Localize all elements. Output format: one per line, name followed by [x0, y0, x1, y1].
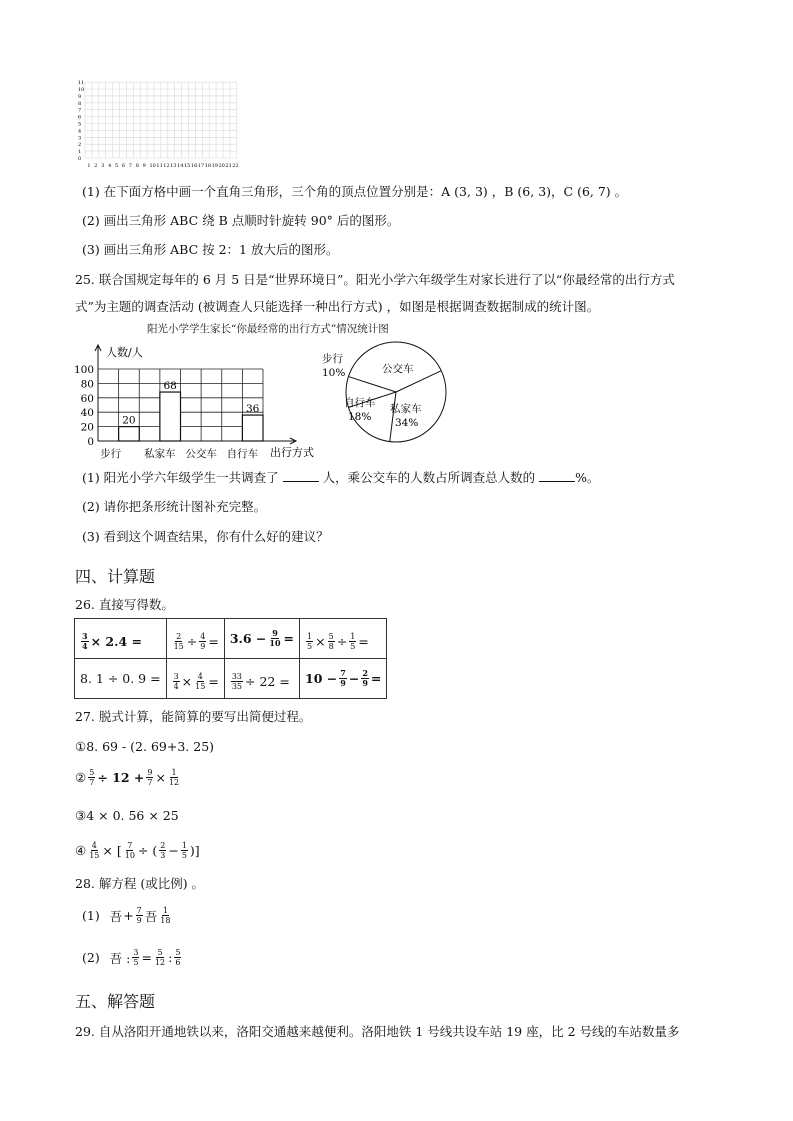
x-category-label: 私家车: [144, 448, 176, 460]
x-category-label: 自行车: [226, 448, 259, 460]
q28-eq1: (1) 吾 + $\frac{7}{9}$ 吾 $\frac{1}{18}$: [82, 906, 171, 925]
coordinate-grid: [70, 80, 250, 172]
pie-pct-car: 34%: [395, 417, 419, 429]
section-4-title: 四、计算题: [75, 567, 156, 586]
grid-x-tick-label: 2: [94, 163, 98, 169]
grid-x-tick-label: 9: [142, 163, 146, 169]
grid-y-tick-label: 10: [78, 87, 85, 93]
q24-step3: (3) 画出三角形 ABC 按 2：1 放大后的图形。: [82, 242, 339, 257]
q25-step1-a: (1) 阳光小学六年级学生一共调查了: [82, 470, 279, 485]
grid-x-tick-label: 19: [211, 163, 218, 169]
q24-step1: (1) 在下面方格中画一个直角三角形，三个角的顶点位置分别是：A (3, 3) ，B (6, 3)，C (6, 7) 。: [82, 184, 628, 199]
q25-step2: (2) 请你把条形统计图补充完整。: [82, 499, 267, 514]
q26-cell: $\frac{3}{4}$ × 2.4 =: [75, 619, 167, 659]
table-row: [75, 619, 387, 659]
grid-x-tick-label: 3: [101, 163, 105, 169]
q27-item1: ①8. 69 - (2. 69+3. 25): [75, 739, 215, 754]
grid-x-tick-label: 22: [232, 163, 239, 169]
grid-x-tick-label: 12: [163, 163, 170, 169]
grid-x-tick-label: 17: [197, 163, 205, 169]
bar-chart-ylabel: 人数/人: [106, 346, 143, 359]
grid-x-tick-label: 13: [170, 163, 177, 169]
y-tick-label: 60: [80, 392, 94, 405]
grid-y-tick-label: 11: [78, 80, 85, 87]
q28-eq2: (2) 吾 : $\frac{3}{5}$ = $\frac{5}{12}$ : $\frac{5}{6}$: [82, 948, 181, 967]
bar-value-label: 20: [122, 414, 136, 427]
q25-step1-b: 人，乘公交车的人数占所调查总人数的: [322, 470, 536, 485]
q29-text-line1: 29. 自从洛阳开通地铁以来，洛阳交通越来越便利。洛阳地铁 1 号线共设车站 19 座，比 2 号线的车站数量多: [75, 1024, 680, 1039]
pie-label-bus: 公交车: [382, 363, 414, 375]
q26-cell: 10 − $\frac{7}{9}$ − $\frac{2}{9}$ =: [300, 659, 387, 699]
grid-x-tick-label: 20: [218, 163, 225, 169]
grid-y-tick-label: 1: [78, 149, 82, 156]
y-tick-label: 20: [80, 421, 94, 434]
y-tick-label: 0: [87, 436, 94, 448]
bar: [160, 392, 181, 441]
bar-value-label: 36: [246, 403, 260, 416]
answer-blank-total[interactable]: [283, 469, 319, 482]
answer-blank-percent[interactable]: [539, 469, 575, 482]
q27-item2: ② $\frac{5}{7}$ ÷ 12 + $\frac{9}{7}$ × $\frac{1}{12}$: [75, 768, 180, 787]
q25-text-line1: 25. 联合国规定每年的 6 月 5 日是“世界环境日”。阳光小学六年级学生对家长进行了以“你最经常的出行方式: [75, 272, 675, 287]
grid-x-labels: [87, 163, 238, 169]
q26-cell: $\frac{3}{4}$ × $\frac{4}{15}$ =: [166, 659, 224, 699]
grid-x-tick-label: 11: [156, 163, 163, 169]
bar-chart-bars: [119, 380, 263, 441]
grid-y-tick-label: 5: [78, 121, 82, 128]
chart-title: 阳光小学学生家长“你最经常的出行方式”情况统计图: [147, 323, 389, 335]
grid-x-tick-label: 1: [87, 163, 91, 169]
bar-chart: [68, 338, 330, 464]
grid-y-tick-label: 4: [78, 128, 82, 135]
grid-x-tick-label: 16: [190, 163, 198, 169]
table-row: [75, 659, 387, 699]
grid-y-tick-label: 6: [78, 114, 82, 121]
q27-item4: ④ $\frac{4}{15}$ × [ $\frac{7}{10}$ ÷ ( $\frac{2}{3}$ − $\frac{1}{5}$ )]: [75, 841, 200, 860]
x-category-label: 公交车: [185, 448, 217, 460]
q26-cell: $\frac{1}{5}$ × $\frac{5}{8}$ ÷ $\frac{1}{5}$ =: [300, 619, 387, 659]
grid-x-tick-label: 10: [149, 163, 156, 169]
bar: [242, 415, 263, 441]
pie-pct-walk: 10%: [322, 367, 346, 379]
q28-title: 28. 解方程 (或比例) 。: [75, 876, 205, 891]
grid-y-tick-label: 3: [78, 135, 82, 142]
grid-x-tick-label: 7: [128, 163, 132, 169]
bar-chart-xlabel: 出行方式: [270, 446, 314, 459]
grid-x-tick-label: 15: [184, 163, 191, 169]
q25-step3: (3) 看到这个调查结果，你有什么好的建议？: [82, 529, 329, 544]
q25-step1-c: %。: [575, 470, 600, 485]
grid-y-tick-label: 7: [78, 107, 82, 114]
q26-cell: 3.6 − $\frac{9}{10}$ =: [224, 619, 299, 659]
q26-cell: $\frac{2}{15}$ ÷ $\frac{4}{9}$ =: [166, 619, 224, 659]
grid-x-tick-label: 8: [135, 163, 139, 169]
grid-x-tick-label: 21: [225, 163, 232, 169]
pie-label-car: 私家车: [390, 403, 422, 415]
grid-x-tick-label: 4: [108, 163, 112, 169]
pie-pct-bike: 18%: [348, 411, 372, 423]
pie-chart: [312, 338, 452, 446]
q26-cell: $\frac{33}{35}$ ÷ 22 =: [224, 659, 299, 699]
grid-x-tick-label: 6: [121, 163, 126, 169]
bar-value-label: 68: [163, 380, 177, 393]
pie-label-bike: 自行车: [344, 397, 376, 409]
grid-y-labels: [78, 80, 84, 162]
q25-step1: [82, 469, 600, 486]
q27-item3: ③4 × 0. 56 × 25: [75, 808, 179, 823]
grid-y-tick-label: 2: [78, 142, 82, 149]
grid-x-tick-label: 14: [177, 163, 184, 169]
grid-x-tick-label: 18: [204, 163, 212, 169]
y-tick-label: 80: [80, 378, 94, 391]
grid-x-tick-label: 5: [115, 163, 119, 169]
q26-table: [74, 618, 387, 699]
y-tick-label: 40: [80, 407, 94, 420]
q26-title: 26. 直接写得数。: [75, 597, 174, 612]
q24-step2: (2) 画出三角形 ABC 绕 B 点顺时针旋转 90° 后的图形。: [82, 213, 400, 228]
x-category-label: 步行: [100, 448, 122, 460]
grid-y-tick-label: 9: [78, 93, 82, 100]
q26-cell: 8. 1 ÷ 0. 9 =: [75, 659, 167, 699]
bar: [119, 427, 140, 441]
grid-lines: [85, 82, 237, 158]
grid-y-tick-label: 0: [78, 156, 82, 162]
pie-label-walk: 步行: [322, 353, 343, 365]
y-tick-label: 100: [73, 364, 94, 376]
grid-y-tick-label: 8: [78, 100, 82, 107]
q27-title: 27. 脱式计算，能简算的要写出简便过程。: [75, 709, 312, 724]
section-5-title: 五、解答题: [75, 992, 156, 1011]
q25-text-line2: 式”为主题的调查活动 (被调查人只能选择一种出行方式) ，如图是根据调查数据制成的统计图。: [75, 299, 600, 314]
